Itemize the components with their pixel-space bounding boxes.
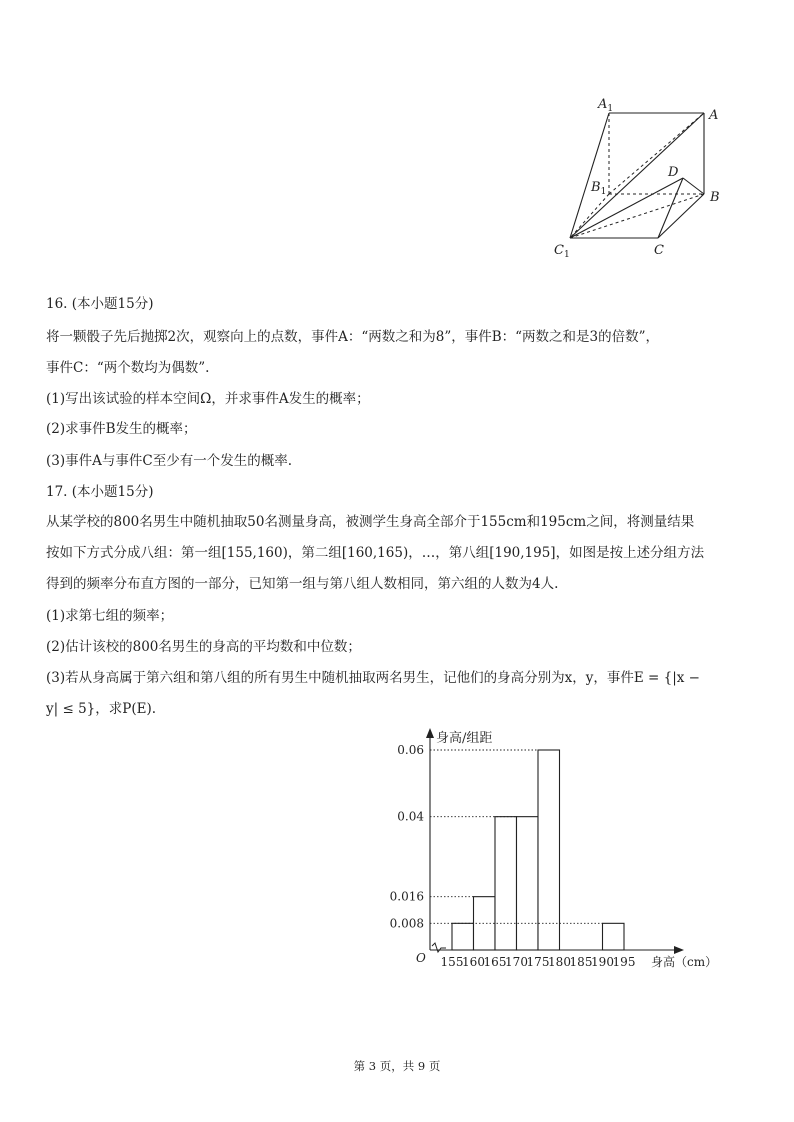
- origin-label: O: [416, 951, 426, 965]
- q17-part1: (1)求第七组的频率；: [46, 608, 174, 624]
- q16-stem-line2: 事件C：“两个数均为偶数”.: [46, 360, 210, 376]
- x-tick-label: 190: [591, 955, 614, 969]
- q17-part2: (2)估计该校的800名男生的身高的平均数和中位数；: [46, 639, 361, 655]
- y-axis-arrow: [426, 728, 434, 738]
- q17-stem-line3: 得到的频率分布直方图的一部分，已知第一组与第八组人数相同，第六组的人数为4人.: [46, 576, 559, 592]
- y-tick-label: 0.008: [389, 916, 424, 931]
- histogram-bar: [517, 817, 539, 950]
- x-tick-label: 185: [569, 955, 593, 969]
- label-c: C: [654, 243, 664, 258]
- y-tick-label: 0.016: [389, 889, 424, 904]
- axis-break-mark: [432, 943, 446, 952]
- q16-stem-line1: 将一颗骰子先后抛掷2次，观察向上的点数，事件A：“两数之和为8”，事件B：“两数之和是3的倍数”，: [46, 329, 660, 345]
- histogram-bar: [538, 750, 560, 950]
- x-tick-label: 170: [505, 955, 528, 969]
- q16-header: 16. (本小题15分): [46, 296, 154, 312]
- x-tick-label: 175: [526, 955, 550, 969]
- histogram-bar: [495, 817, 517, 950]
- x-tick-label: 155: [440, 955, 464, 969]
- label-b1: $B_1$: [591, 180, 607, 197]
- x-tick-label: 180: [548, 955, 571, 969]
- x-axis-label: 身高（cm）: [651, 955, 718, 969]
- prism-figure: [548, 92, 738, 262]
- edge-c1-d: [570, 178, 683, 238]
- histogram-bar: [603, 923, 625, 950]
- edge-a-c1: [570, 113, 704, 238]
- y-axis-label: 身高/组距: [436, 731, 493, 746]
- edge-c1-b: [570, 194, 704, 238]
- y-tick-label: 0.04: [397, 809, 424, 824]
- label-c1: $C_1$: [554, 243, 570, 260]
- q17-stem-line2: 按如下方式分成八组：第一组[155,160)，第二组[160,165)，…，第八组[190,195]，如图是按上述分组方法: [46, 545, 705, 561]
- page-footer: 第 3 页，共 9 页: [353, 1059, 441, 1073]
- q17-part3-line1: (3)若从身高属于第六组和第八组的所有男生中随机抽取两名男生，记他们的身高分别为x，y，事件E = {|x −: [46, 670, 700, 686]
- q17-part3-line2: y| ≤ 5}，求P(E).: [46, 701, 157, 717]
- edge-b1-a: [609, 113, 704, 194]
- y-tick-label: 0.06: [397, 743, 424, 757]
- edge-d-b: [683, 178, 704, 194]
- x-tick-label: 160: [462, 955, 485, 969]
- label-a: A: [709, 108, 719, 123]
- q17-stem-line1: 从某学校的800名男生中随机抽取50名测量身高，被测学生身高全部介于155cm和195cm之间，将测量结果: [46, 514, 695, 530]
- x-axis-arrow: [674, 946, 684, 954]
- edge-c-b: [658, 194, 704, 238]
- label-d: D: [668, 165, 679, 180]
- label-b: B: [710, 190, 720, 205]
- q16-part3: (3)事件A与事件C至少有一个发生的概率.: [46, 453, 292, 469]
- q16-part2: (2)求事件B发生的概率；: [46, 421, 197, 437]
- q17-header: 17. (本小题15分): [46, 484, 154, 500]
- histogram: [378, 722, 728, 978]
- x-tick-label: 195: [612, 955, 636, 969]
- label-a1: $A_1$: [598, 97, 614, 114]
- q16-part1: (1)写出该试验的样本空间Ω，并求事件A发生的概率；: [46, 391, 370, 407]
- histogram-bar: [452, 923, 474, 950]
- x-tick-label: 165: [483, 955, 507, 969]
